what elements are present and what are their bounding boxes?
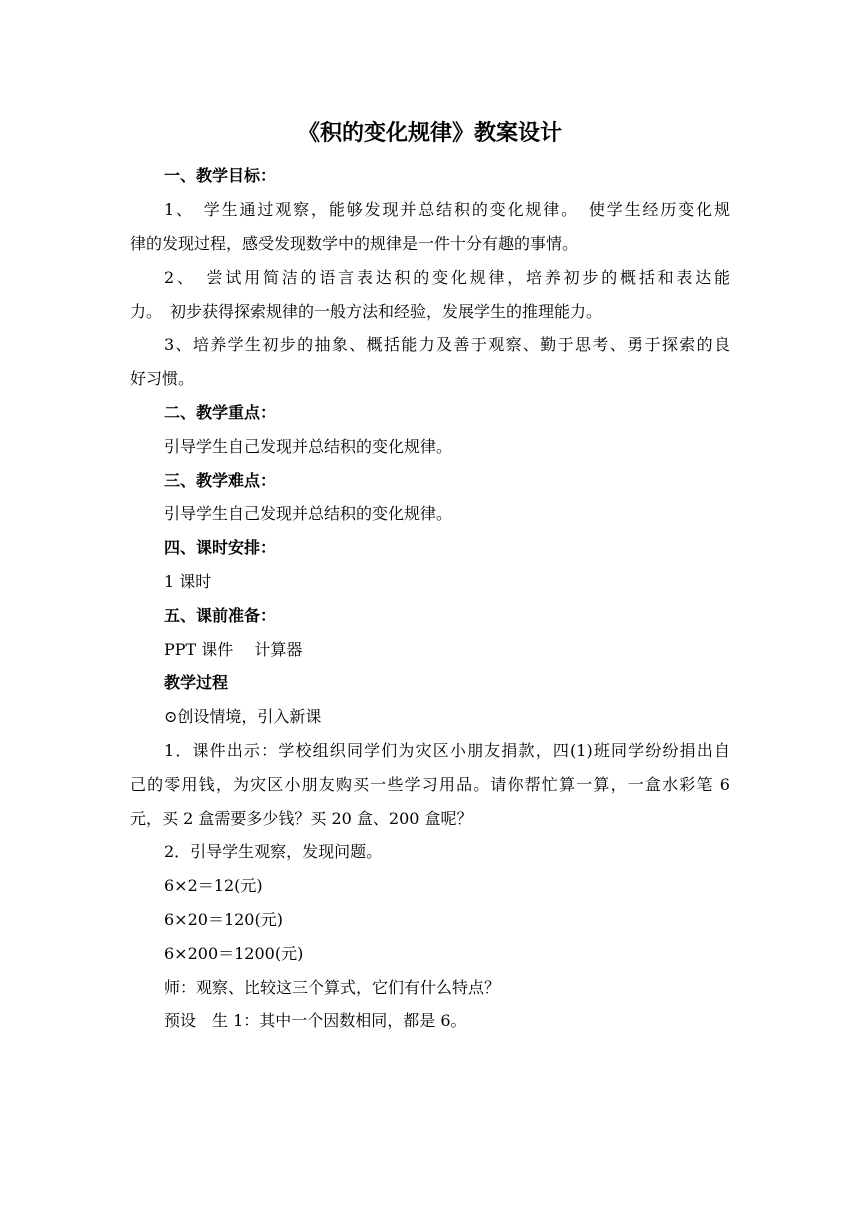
preset-answer: 预设 生 1：其中一个因数相同，都是 6。 bbox=[164, 1011, 467, 1030]
paragraph-1-line-1: 1．课件出示：学校组织同学们为灾区小朋友捐款，四(1)班同学纷纷捐出自 bbox=[164, 741, 730, 760]
objectives-heading: 一、教学目标： bbox=[164, 166, 277, 185]
difficulty-heading: 三、教学难点： bbox=[164, 471, 277, 490]
preparation-heading: 五、课前准备： bbox=[164, 606, 277, 625]
equation-2: 6×20＝120(元) bbox=[164, 910, 283, 929]
key-points-text: 引导学生自己发现并总结积的变化规律。 bbox=[164, 437, 453, 456]
key-points-heading: 二、教学重点： bbox=[164, 403, 277, 422]
objective-3-line-2: 好习惯。 bbox=[130, 369, 195, 388]
teacher-question: 师：观察、比较这三个算式，它们有什么特点？ bbox=[164, 978, 501, 997]
paragraph-1-line-2: 己的零用钱，为灾区小朋友购买一些学习用品。请你帮忙算一算，一盒水彩笔 6 bbox=[130, 775, 730, 794]
objective-2-line-1: 2、 尝试用简洁的语言表达积的变化规律，培养初步的概括和表达能 bbox=[164, 268, 730, 287]
schedule-text: 1 课时 bbox=[164, 572, 212, 591]
objective-3-line-1: 3、培养学生初步的抽象、概括能力及善于观察、勤于思考、勇于探索的良 bbox=[164, 335, 730, 354]
objective-2-line-2: 力。 初步获得探索规律的一般方法和经验，发展学生的推理能力。 bbox=[130, 302, 603, 321]
objective-1-line-2: 律的发现过程，感受发现数学中的规律是一件十分有趣的事情。 bbox=[130, 234, 579, 253]
equation-3: 6×200＝1200(元) bbox=[164, 944, 304, 963]
schedule-heading: 四、课时安排： bbox=[164, 538, 277, 557]
equation-1: 6×2＝12(元) bbox=[164, 876, 263, 895]
paragraph-1-line-3: 元，买 2 盒需要多少钱？买 20 盒、200 盒呢？ bbox=[130, 809, 473, 828]
objective-1-line-1: 1、 学生通过观察，能够发现并总结积的变化规律。 使学生经历变化规 bbox=[164, 200, 730, 219]
difficulty-text: 引导学生自己发现并总结积的变化规律。 bbox=[164, 504, 453, 523]
preparation-text: PPT 课件 计算器 bbox=[164, 640, 303, 659]
process-heading: 教学过程 bbox=[164, 673, 229, 692]
document-title: 《积的变化规律》教案设计 bbox=[297, 121, 562, 146]
step-intro: ⊙创设情境，引入新课 bbox=[164, 707, 322, 726]
paragraph-2: 2．引导学生观察，发现问题。 bbox=[164, 842, 383, 861]
